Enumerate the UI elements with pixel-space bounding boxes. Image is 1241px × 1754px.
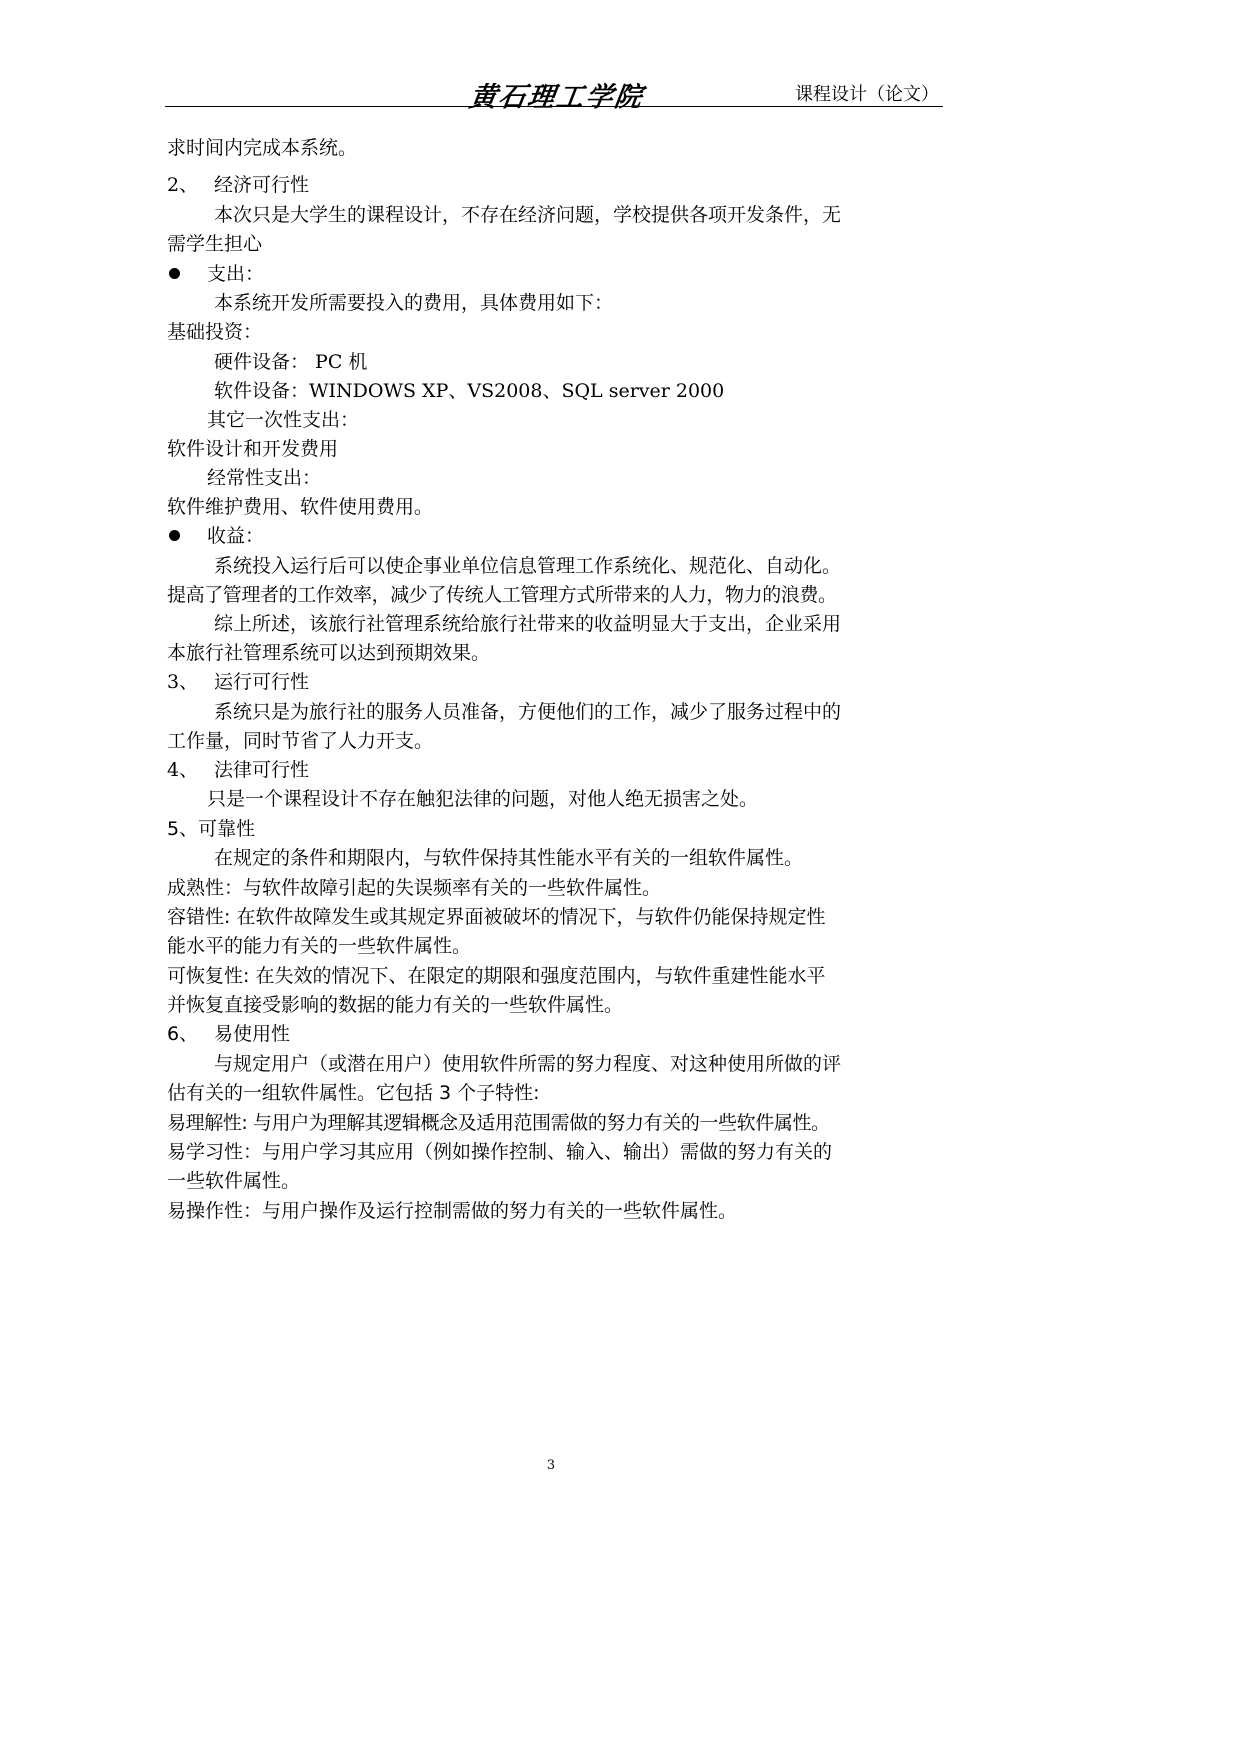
text-line: 基础投资：	[167, 321, 263, 343]
section-title: 法律可行性	[214, 759, 310, 781]
section-number: 3、	[167, 671, 199, 693]
text-line: 易操作性：与用户操作及运行控制需做的努力有关的一些软件属性。	[167, 1200, 738, 1222]
text-line: 工作量，同时节省了人力开支。	[167, 730, 434, 752]
section-number: 6、	[167, 1023, 199, 1045]
bullet-label: 收益：	[207, 525, 265, 547]
section-title: 运行可行性	[214, 671, 310, 693]
bullet-label: 支出：	[207, 263, 265, 285]
text-line: 其它一次性支出：	[207, 409, 360, 431]
text-line: 软件设计和开发费用	[167, 438, 339, 460]
text-line: 估有关的一组软件属性。它包括 3 个子特性:	[167, 1082, 540, 1104]
text-line: 软件维护费用、软件使用费用。	[167, 496, 434, 518]
text-line: 并恢复直接受影响的数据的能力有关的一些软件属性。	[167, 994, 624, 1016]
text-line: 提高了管理者的工作效率，减少了传统人工管理方式所带来的人力，物力的浪费。	[167, 584, 837, 606]
text-line: 需学生担心	[167, 233, 263, 255]
header-title: 课程设计（论文）	[795, 84, 939, 105]
text-line: 一些软件属性。	[167, 1170, 301, 1192]
text-line: 成熟性：与软件故障引起的失误频率有关的一些软件属性。	[167, 877, 662, 899]
text-line: 硬件设备： PC 机	[214, 351, 368, 373]
text-line: 经常性支出：	[207, 467, 322, 489]
text-line: 在规定的条件和期限内，与软件保持其性能水平有关的一组软件属性。	[214, 847, 804, 869]
school-logo: 黄石理工学院	[467, 82, 646, 113]
text-line: 只是一个课程设计不存在触犯法律的问题，对他人绝无损害之处。	[207, 788, 759, 810]
page-number: 3	[546, 1458, 556, 1473]
section-number: 4、	[167, 759, 199, 781]
text-line: 本系统开发所需要投入的费用，具体费用如下：	[214, 292, 614, 314]
section-title: 经济可行性	[214, 174, 310, 196]
text-line: 容错性: 在软件故障发生或其规定界面被破坏的情况下，与软件仍能保持规定性	[167, 906, 826, 928]
text-line: 易理解性: 与用户为理解其逻辑概念及适用范围需做的努力有关的一些软件属性。	[167, 1112, 830, 1134]
bullet-icon	[169, 268, 180, 279]
section-title: 易使用性	[214, 1023, 291, 1045]
text-line: 与规定用户（或潜在用户）使用软件所需的努力程度、对这种使用所做的评	[214, 1053, 842, 1075]
text-line: 系统投入运行后可以使企事业单位信息管理工作系统化、规范化、自动化。	[214, 555, 842, 577]
text-line: 综上所述，该旅行社管理系统给旅行社带来的收益明显大于支出，企业采用	[214, 613, 842, 635]
section-heading-5: 5、可靠性	[167, 818, 256, 840]
text-line: 软件设备：WINDOWS XP、VS2008、SQL server 2000	[214, 380, 725, 402]
text-line: 求时间内完成本系统。	[167, 137, 358, 159]
page-header	[165, 72, 943, 113]
bullet-item-expense	[167, 260, 467, 288]
bullet-item-income	[167, 522, 467, 550]
text-line: 易学习性：与用户学习其应用（例如操作控制、输入、输出）需做的努力有关的	[167, 1141, 833, 1163]
text-line: 系统只是为旅行社的服务人员准备，方便他们的工作，减少了服务过程中的	[214, 701, 842, 723]
text-line: 本次只是大学生的课程设计，不存在经济问题，学校提供各项开发条件，无	[214, 204, 842, 226]
bullet-icon	[169, 530, 180, 541]
text-line: 本旅行社管理系统可以达到预期效果。	[167, 642, 491, 664]
section-number: 2、	[167, 174, 199, 196]
text-line: 可恢复性: 在失效的情况下、在限定的期限和强度范围内，与软件重建性能水平	[167, 965, 826, 987]
text-line: 能水平的能力有关的一些软件属性。	[167, 935, 472, 957]
